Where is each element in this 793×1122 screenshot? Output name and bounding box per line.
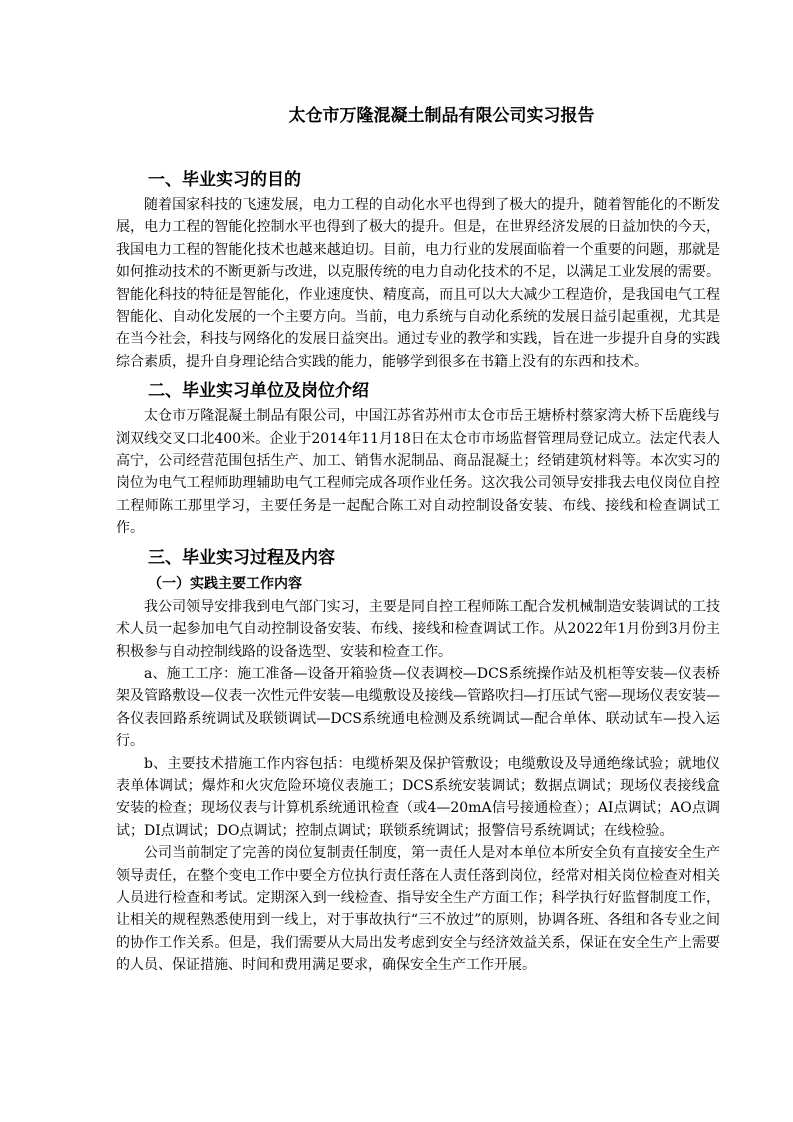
page-title: 太仓市万隆混凝土制品有限公司实习报告 [288, 106, 595, 126]
section-internship-purpose [116, 166, 720, 373]
paragraph: b、主要技术措施工作内容包括：电缆桥架及保护管敷设；电缆敷设及导通绝缘试验；就地仪表单体调试；爆炸和火灾危险环境仪表施工；DCS系统安装调试；数据点调试；现场仪表接线盒安装的检查；现场仪表与计算机系统通讯检查（或4—20mA信号接通检查）；AI点调试；AO点调试；DI点调试；DO点调试；控制点调试；联锁系统调试；报警信号系统调试；在线检验。 [116, 755, 720, 839]
section-internship-process [116, 544, 720, 977]
section-company-introduction [116, 377, 720, 539]
paragraph: 随着国家科技的飞速发展，电力工程的自动化水平也得到了极大的提升，随着智能化的不断发展，电力工程的智能化控制水平也得到了极大的提升。但是，在世界经济发展的日益加快的今天，我国电力工程的智能化技术也越来越迫切。目前，电力行业的发展面临着一个重要的问题，那就是如何推动技术的不断更新与改进，以克服传统的电力自动化技术的不足，以满足工业发展的需要。智能化科技的特征是智能化，作业速度快、精度高，而且可以大大减少工程造价，是我国电气工程智能化、自动化发展的一个主要方向。当前，电力系统与自动化系统的发展日益引起重视，尤其是在当今社会，科技与网络化的发展日益突出。通过专业的教学和实践，旨在进一步提升自身的实践综合素质，提升自身理论结合实践的能力，能够学到很多在书籍上没有的东西和技术。 [116, 197, 720, 370]
paragraph: 公司当前制定了完善的岗位复制责任制度，第一责任人是对本单位本所安全负有直接安全生产领导责任，在整个变电工作中要全方位执行责任落在人责任落到岗位，经常对相关岗位检查对相关人员进行检查和考试。定期深入到一线检查、指导安全生产方面工作；科学执行好监督制度工作，让相关的规程熟悉使用到一线上，对于事故执行“三不放过”的原则，协调各班、各组和各专业之间的协作工作关系。但是，我们需要从大局出发考虑到安全与经济效益关系，保证在安全生产上需要的人员、保证措施、时间和费用满足要求，确保安全生产工作开展。 [116, 845, 720, 974]
document-body [116, 166, 720, 977]
subsection-heading: （一）实践主要工作内容 [148, 575, 302, 592]
section-heading: 一、毕业实习的目的 [148, 170, 301, 190]
paragraph: 太仓市万隆混凝土制品有限公司，中国江苏省苏州市太仓市岳王塘桥村蔡家湾大桥下岳鹿线与浏双线交叉口北400米。企业于2014年11月18日在太仓市市场监督管理局登记成立。法定代表人高宁，公司经营范围包括生产、加工、销售水泥制品、商品混凝土；经销建筑材料等。本次实习的岗位为电气工程师助理辅助电气工程师完成各项作业任务。这次我公司领导安排我去电仪岗位自控工程师陈工那里学习，主要任务是一起配合陈工对自动控制设备安装、布线、接线和检查调试工作。 [116, 408, 720, 537]
section-heading: 二、毕业实习单位及岗位介绍 [148, 381, 369, 402]
paragraph: a、施工工序：施工准备—设备开箱验货—仪表调校—DCS系统操作站及机柜等安装—仪表桥架及管路敷设—仪表一次性元件安装—电缆敷设及接线—管路吹扫—打压试气密—现场仪表安装—各仪表回路系统调试及联锁调试—DCS系统通电检测及系统调试—配合单体、联动试车—投入运行。 [116, 665, 720, 750]
section-heading: 三、毕业实习过程及内容 [148, 547, 335, 568]
paragraph: 我公司领导安排我到电气部门实习，主要是同自控工程师陈工配合发机械制造安装调试的工技术人员一起参加电气自动控制设备安装、布线、接线和检查调试工作。从2022年1月份到3月份主积极参与自动控制线路的设备选型、安装和检查工作。 [116, 598, 720, 660]
